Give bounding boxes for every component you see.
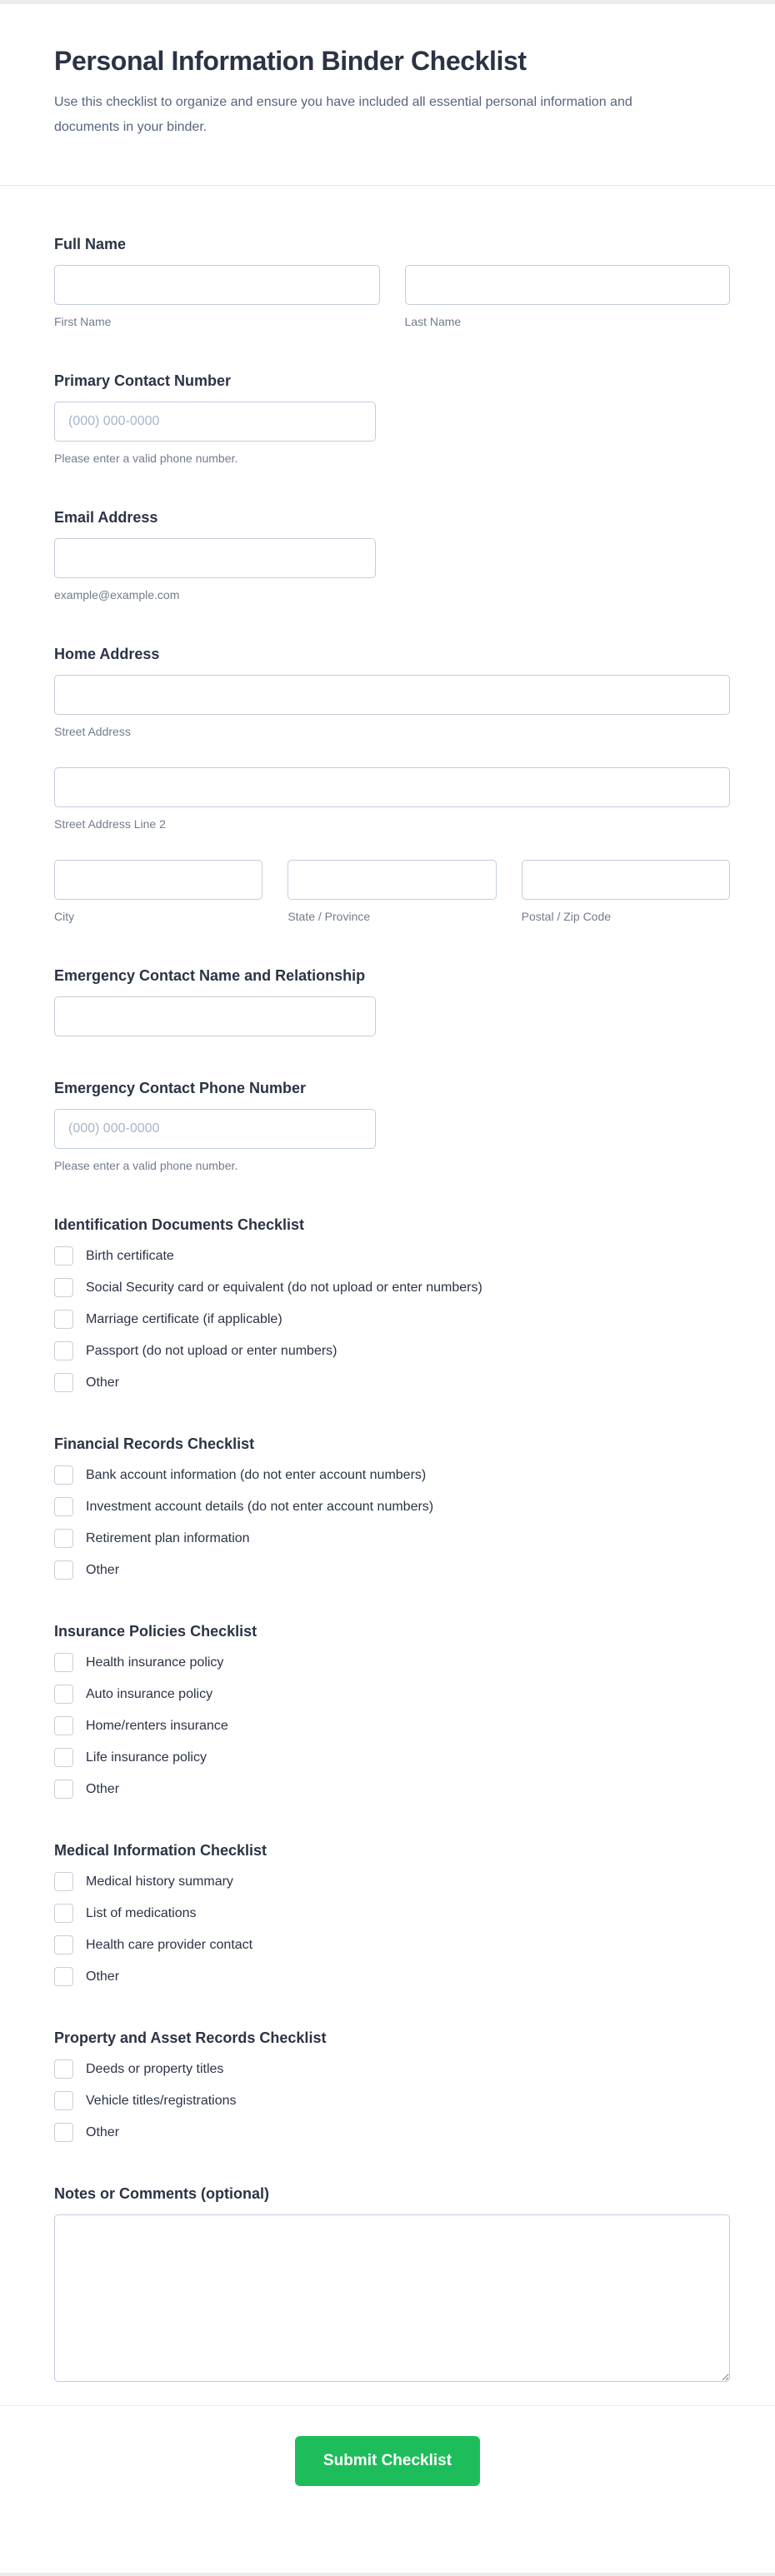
- zip-input[interactable]: [522, 860, 730, 900]
- checkbox[interactable]: [54, 1278, 73, 1297]
- checkbox-label: Medical history summary: [86, 1875, 233, 1889]
- checkbox-label: Other: [86, 2125, 120, 2139]
- zip-sublabel: Postal / Zip Code: [521, 910, 612, 923]
- notes-textarea[interactable]: [54, 2214, 730, 2382]
- checkbox-label: Deeds or property titles: [86, 2062, 224, 2076]
- last-name-sublabel: Last Name: [404, 315, 462, 328]
- checkbox-row[interactable]: [54, 1935, 730, 1954]
- checkbox-label: List of medications: [86, 1906, 197, 1920]
- checkbox[interactable]: [54, 1246, 73, 1266]
- primary-phone-hint: Please enter a valid phone number.: [54, 452, 238, 465]
- checkbox-label: Other: [86, 1782, 120, 1796]
- home-address-label: Home Address: [54, 646, 160, 662]
- emergency-phone-input[interactable]: [54, 1109, 376, 1149]
- checkbox[interactable]: [54, 1904, 73, 1923]
- checkbox-row[interactable]: [54, 1780, 730, 1799]
- checkbox-label: Other: [86, 1969, 120, 1984]
- checkbox-label: Marriage certificate (if applicable): [86, 1312, 282, 1326]
- checkbox-row[interactable]: [54, 1373, 730, 1392]
- full-name-label: Full Name: [54, 236, 127, 252]
- emergency-name-label: Emergency Contact Name and Relationship: [54, 967, 366, 984]
- checkbox-label: Social Security card or equivalent (do not upload or enter numbers): [86, 1281, 482, 1295]
- submit-button[interactable]: Submit Checklist: [295, 2436, 480, 2486]
- checkbox-label: Bank account information (do not enter account numbers): [86, 1468, 427, 1482]
- checkbox[interactable]: [54, 1310, 73, 1329]
- checkbox[interactable]: [54, 1497, 73, 1516]
- checklist-group: [54, 1840, 730, 1986]
- checkbox-row[interactable]: [54, 1748, 730, 1767]
- checklist-heading: Identification Documents Checklist: [54, 1216, 305, 1233]
- checkbox-label: Home/renters insurance: [86, 1719, 228, 1733]
- checkbox-label: Other: [86, 1375, 120, 1390]
- checkbox[interactable]: [54, 1716, 73, 1735]
- checkbox[interactable]: [54, 1685, 73, 1704]
- street-address2-input[interactable]: [54, 767, 730, 807]
- checkbox-label: Passport (do not upload or enter numbers): [86, 1344, 338, 1358]
- checkbox-row[interactable]: [54, 1967, 730, 1986]
- question-primary-phone: [54, 371, 730, 466]
- checkbox[interactable]: [54, 1935, 73, 1954]
- city-input[interactable]: [54, 860, 262, 900]
- checkbox-row[interactable]: [54, 1341, 730, 1360]
- checkbox[interactable]: [54, 1341, 73, 1360]
- checkbox[interactable]: [54, 1780, 73, 1799]
- form-footer: [0, 2406, 775, 2486]
- checklist-groups: [54, 1215, 730, 2142]
- email-input[interactable]: [54, 538, 376, 578]
- first-name-input[interactable]: [54, 265, 380, 305]
- last-name-input[interactable]: [405, 265, 731, 305]
- question-full-name: [54, 234, 730, 329]
- emergency-phone-hint: Please enter a valid phone number.: [54, 1159, 238, 1172]
- checkbox-label: Health insurance policy: [86, 1655, 224, 1670]
- checkbox[interactable]: [54, 2059, 73, 2079]
- checkbox-row[interactable]: [54, 1904, 730, 1923]
- question-notes: [54, 2184, 730, 2382]
- street-address-input[interactable]: [54, 675, 730, 715]
- primary-phone-label: Primary Contact Number: [54, 372, 232, 389]
- form-subtitle: Use this checklist to organize and ensure you have included all essential personal information and documents in your binder.: [54, 95, 632, 134]
- checkbox-label: Investment account details (do not enter account numbers): [86, 1500, 434, 1514]
- checkbox-row[interactable]: [54, 1465, 730, 1485]
- checkbox-label: Auto insurance policy: [86, 1687, 213, 1701]
- page-bottom-edge: [0, 2573, 775, 2576]
- primary-phone-input[interactable]: [54, 402, 376, 442]
- checkbox[interactable]: [54, 1373, 73, 1392]
- checkbox-row[interactable]: [54, 2059, 730, 2079]
- emergency-phone-label: Emergency Contact Phone Number: [54, 1080, 307, 1096]
- checkbox-row[interactable]: [54, 2091, 730, 2110]
- checkbox[interactable]: [54, 1967, 73, 1986]
- checkbox-label: Health care provider contact: [86, 1938, 253, 1952]
- checkbox-row[interactable]: [54, 1560, 730, 1580]
- question-emergency-phone: [54, 1078, 730, 1173]
- form-title: Personal Information Binder Checklist: [54, 46, 527, 76]
- checkbox-row[interactable]: [54, 1246, 730, 1266]
- form-header: [0, 4, 775, 140]
- form-body: [0, 186, 775, 2382]
- question-home-address: [54, 644, 730, 924]
- question-email: [54, 507, 730, 602]
- checkbox[interactable]: [54, 2123, 73, 2142]
- checkbox-row[interactable]: [54, 1685, 730, 1704]
- checklist-heading: Property and Asset Records Checklist: [54, 2029, 327, 2046]
- checklist-group: [54, 2028, 730, 2142]
- checklist-heading: Financial Records Checklist: [54, 1435, 255, 1452]
- checkbox-label: Birth certificate: [86, 1249, 174, 1263]
- checkbox[interactable]: [54, 1653, 73, 1672]
- street-address-sublabel: Street Address: [54, 725, 131, 738]
- first-name-sublabel: First Name: [54, 315, 112, 328]
- email-label: Email Address: [54, 509, 158, 526]
- checkbox-row[interactable]: [54, 1872, 730, 1891]
- state-input[interactable]: [288, 860, 496, 900]
- checkbox-label: Retirement plan information: [86, 1531, 250, 1545]
- checklist-group: [54, 1621, 730, 1799]
- checklist-heading: Medical Information Checklist: [54, 1842, 268, 1859]
- checkbox[interactable]: [54, 1748, 73, 1767]
- state-sublabel: State / Province: [288, 910, 371, 923]
- checkbox-row[interactable]: [54, 1716, 730, 1735]
- checkbox[interactable]: [54, 2091, 73, 2110]
- question-emergency-name: [54, 966, 730, 1036]
- checklist-heading: Insurance Policies Checklist: [54, 1623, 258, 1640]
- street-address2-sublabel: Street Address Line 2: [54, 817, 166, 831]
- checkbox[interactable]: [54, 1872, 73, 1891]
- checkbox-row[interactable]: [54, 1278, 730, 1297]
- checkbox-row[interactable]: [54, 1497, 730, 1516]
- checkbox[interactable]: [54, 1560, 73, 1580]
- checkbox-label: Life insurance policy: [86, 1750, 207, 1765]
- checkbox-label: Vehicle titles/registrations: [86, 2094, 237, 2108]
- checkbox-row[interactable]: [54, 1653, 730, 1672]
- checkbox-row[interactable]: [54, 1310, 730, 1329]
- checkbox-row[interactable]: [54, 1529, 730, 1548]
- checkbox-label: Other: [86, 1563, 120, 1577]
- emergency-name-input[interactable]: [54, 996, 376, 1036]
- notes-label: Notes or Comments (optional): [54, 2185, 270, 2202]
- checkbox-row[interactable]: [54, 2123, 730, 2142]
- checkbox[interactable]: [54, 1465, 73, 1485]
- checkbox[interactable]: [54, 1529, 73, 1548]
- city-sublabel: City: [54, 910, 75, 923]
- email-hint: example@example.com: [54, 588, 180, 602]
- checklist-group: [54, 1434, 730, 1580]
- checklist-group: [54, 1215, 730, 1392]
